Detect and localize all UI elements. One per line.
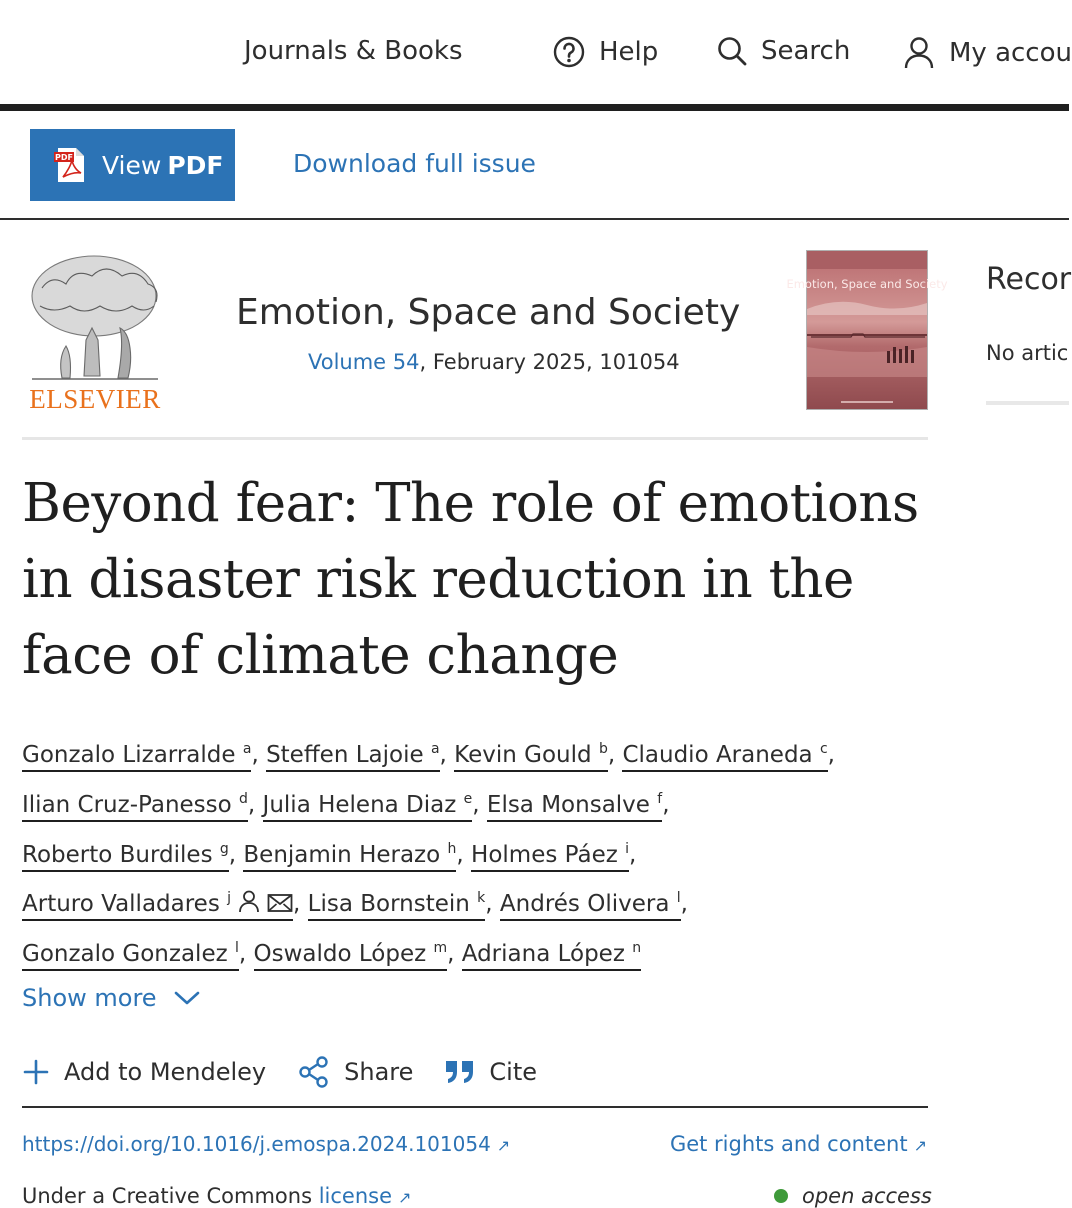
my-account-label: My accou <box>949 38 1072 68</box>
author-name: Kevin Gould <box>454 742 592 768</box>
toolbar-divider <box>0 218 1069 220</box>
license-link-text: license <box>318 1184 393 1208</box>
plus-icon <box>22 1058 50 1086</box>
share-button[interactable] <box>298 1056 413 1088</box>
sidebar-divider <box>986 401 1069 405</box>
author-link[interactable] <box>622 742 827 772</box>
author-affiliation: a <box>242 741 252 757</box>
external-link-icon: ↗ <box>398 1188 412 1207</box>
top-navigation <box>0 0 1072 104</box>
author-affiliation: n <box>632 940 642 957</box>
author-link[interactable] <box>22 742 251 772</box>
author-name: Gonzalo Gonzalez <box>22 941 228 968</box>
author-link[interactable] <box>22 842 229 872</box>
author-name: Claudio Araneda <box>622 742 813 768</box>
view-pdf-label: View <box>102 150 162 180</box>
show-more-button[interactable] <box>22 984 201 1012</box>
author-name: Gonzalo Lizarralde <box>22 742 236 768</box>
user-icon <box>903 36 935 70</box>
license-prefix: Under a Creative Commons <box>22 1184 313 1208</box>
journal-cover-image[interactable] <box>786 250 948 410</box>
actions-divider <box>22 1106 928 1108</box>
author-line: Ilian Cruz-Panesso $^d$, Julia Helena Diaz $^e$, Elsa Monsalve $^f$, <box>22 778 942 828</box>
author-name: Adriana López <box>461 941 625 968</box>
search-icon <box>717 36 747 66</box>
journal-cover-art <box>786 251 948 409</box>
author-name: Holmes Páez <box>471 841 618 868</box>
author-affiliation: k <box>477 890 486 907</box>
author-affiliation: l <box>234 940 239 957</box>
author-name: Elsa Monsalve <box>486 791 650 818</box>
journals-books-link[interactable] <box>244 36 463 66</box>
author-affiliation: m <box>433 940 448 957</box>
author-line: Roberto Burdiles $^g$, Benjamin Herazo $^h$, Holmes Páez $^i$, <box>22 828 942 878</box>
author-name: Arturo Valladares <box>22 891 220 918</box>
quote-icon <box>445 1059 475 1085</box>
help-icon <box>553 36 585 68</box>
author-name: Benjamin Herazo <box>243 841 441 868</box>
author-link[interactable] <box>487 792 662 822</box>
header-divider <box>0 104 1069 111</box>
author-affiliation: h <box>447 840 457 857</box>
author-link[interactable] <box>308 891 486 921</box>
author-link[interactable] <box>254 941 448 971</box>
elsevier-tree-icon <box>22 248 168 414</box>
author-link[interactable] <box>454 742 608 772</box>
search-link[interactable] <box>717 36 850 66</box>
recommended-articles-heading: Recor <box>986 262 1072 297</box>
view-pdf-button[interactable] <box>30 129 235 201</box>
rights-text: Get rights and content <box>669 1132 908 1156</box>
open-access-badge <box>774 1184 932 1208</box>
envelope-icon <box>267 893 293 913</box>
chevron-down-icon <box>173 989 201 1007</box>
journals-books-label: Journals & Books <box>244 36 463 66</box>
help-label: Help <box>599 37 659 67</box>
svg-text:PDF: PDF <box>55 153 73 162</box>
add-to-mendeley-button[interactable] <box>22 1058 266 1086</box>
my-account-link[interactable] <box>903 36 1072 70</box>
journal-issue-info <box>308 350 680 374</box>
author-affiliation: i <box>625 840 629 857</box>
author-name: Roberto Burdiles <box>22 841 213 868</box>
author-link[interactable] <box>22 891 293 921</box>
author-line: Gonzalo Gonzalez $^l$, Oswaldo López $^m$, Adriana López $^n$ <box>22 927 942 977</box>
doi-text: https://doi.org/10.1016/j.emospa.2024.101054 <box>22 1132 491 1156</box>
author-link[interactable] <box>266 742 439 772</box>
author-affiliation: e <box>463 790 473 807</box>
author-link[interactable] <box>500 891 681 921</box>
person-icon <box>237 889 261 913</box>
pdf-file-icon <box>54 147 86 183</box>
author-affiliation: l <box>676 890 681 907</box>
cover-title: Emotion, Space and Society <box>786 277 948 291</box>
elsevier-logo[interactable] <box>22 248 168 414</box>
author-name: Andrés Olivera <box>499 891 670 918</box>
article-actions <box>22 1052 569 1092</box>
author-link[interactable] <box>462 941 641 971</box>
add-to-mendeley-label: Add to Mendeley <box>64 1058 267 1086</box>
recommended-articles-empty: No artic <box>986 341 1069 365</box>
author-name: Steffen Lajoie <box>266 742 424 768</box>
author-name: Oswaldo López <box>253 941 427 968</box>
author-affiliation: j <box>227 890 232 907</box>
author-affiliation: b <box>598 741 608 757</box>
open-access-label: open access <box>802 1184 932 1208</box>
author-list <box>22 728 942 977</box>
author-link[interactable] <box>243 842 456 872</box>
author-affiliation: g <box>219 840 229 857</box>
journal-header-divider <box>22 437 928 440</box>
article-title: Beyond fear: The role of emotions in disaster risk reduction in the face of climate change <box>22 473 919 686</box>
volume-link[interactable]: Volume 54 <box>308 350 420 374</box>
journal-title-link[interactable]: Emotion, Space and Society <box>236 292 741 333</box>
search-label: Search <box>761 36 851 66</box>
article-toolbar <box>0 111 1069 218</box>
author-link[interactable] <box>22 941 239 971</box>
cite-button[interactable] <box>445 1058 537 1086</box>
author-link[interactable] <box>22 792 248 822</box>
external-link-icon: ↗ <box>913 1136 927 1155</box>
author-name: Julia Helena Diaz <box>262 791 457 818</box>
author-link[interactable] <box>471 842 629 872</box>
author-line: Gonzalo Lizarralde $^a$, Steffen Lajoie $^a$, Kevin Gould $^b$, Claudio Araneda $^c$, <box>22 728 942 778</box>
share-icon <box>298 1056 330 1088</box>
author-affiliation: a <box>430 741 440 757</box>
help-link[interactable] <box>553 36 658 68</box>
elsevier-logo-text: ELSEVIER <box>29 384 161 414</box>
view-pdf-bold-label: PDF <box>167 150 224 180</box>
show-more-label: Show more <box>22 984 157 1012</box>
share-label: Share <box>344 1058 414 1086</box>
doi-link[interactable] <box>22 1132 510 1156</box>
author-link[interactable] <box>263 792 473 822</box>
author-affiliation: f <box>657 790 663 807</box>
author-affiliation: d <box>239 790 248 807</box>
external-link-icon: ↗ <box>496 1136 511 1155</box>
license-link[interactable] <box>319 1184 412 1208</box>
author-affiliation: c <box>819 741 828 757</box>
issue-date: , February 2025, 101054 <box>419 350 680 374</box>
open-access-icon <box>774 1189 788 1203</box>
download-full-issue-link[interactable]: Download full issue <box>293 149 536 178</box>
author-name: Lisa Bornstein <box>307 891 470 918</box>
license-info <box>22 1184 411 1208</box>
author-name: Ilian Cruz-Panesso <box>22 791 232 818</box>
rights-content-link[interactable] <box>670 1132 927 1156</box>
cite-label: Cite <box>489 1058 538 1086</box>
author-line: Arturo Valladares $^j$ , Lisa Bornstein $^k$, Andrés Olivera $^l$, <box>22 877 942 927</box>
